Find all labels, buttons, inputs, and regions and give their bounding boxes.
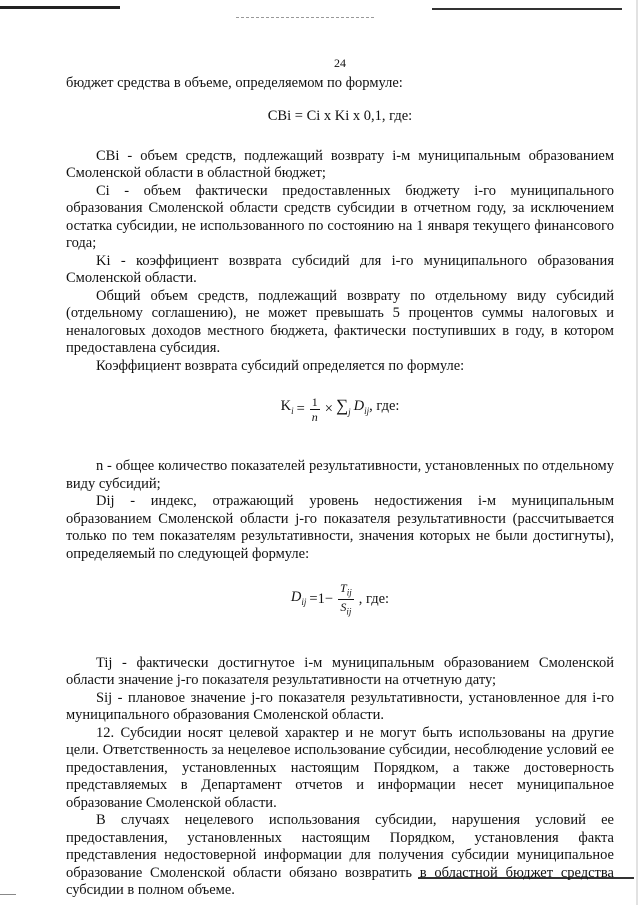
formula-dij	[66, 581, 614, 619]
formula-dij-fraction	[338, 581, 354, 619]
formula-ki-term-sub: ij	[364, 406, 370, 417]
intro-paragraph: бюджет средства в объеме, определяемом по формуле:	[66, 74, 403, 91]
scan-artifact-dashed-line	[236, 17, 374, 19]
formula-ki-sum-sub: j	[348, 407, 351, 418]
definition-sij: Sij - плановое значение j-го показателя результативности, установленное для i-го муниципального образования Смоленской области.	[66, 689, 614, 724]
definition-ci: Ci - объем фактически предоставленных бюджету i-го муниципального образования Смоленской области средств субсидии в отчетном году, за исключением остатка субсидии, не использованного по состоянию на 1 января текущего финансового года;	[66, 182, 614, 251]
formula-dij-numerator: T	[340, 581, 347, 595]
formula-ki-tail: , где:	[369, 398, 400, 415]
definition-n: n - общее количество показателей результативности, установленных по отдельному виду субсидий;	[66, 458, 614, 492]
formula-dij-denominator-sub: ij	[346, 606, 352, 617]
definition-cvi: СВi - объем средств, подлежащий возврату i-м муниципальным образованием Смоленской области в областной бюджет;	[66, 147, 614, 181]
formula-ki-numerator: 1	[311, 395, 318, 409]
formula-ki-term: D	[353, 398, 365, 415]
formula-cvi: СВi = Ci х Ki х 0,1, где:	[267, 108, 413, 124]
formula-ki-sum: ∑	[335, 396, 349, 416]
scan-artifact-corner-line	[432, 8, 622, 10]
formula-ki-times: ×	[324, 400, 333, 417]
scan-artifact-right-edge	[636, 0, 638, 905]
paragraph-coefficient: Коэффициент возврата субсидий определяется по формуле:	[96, 357, 465, 374]
formula-dij-denominator: S	[340, 600, 347, 615]
document-page	[66, 55, 614, 900]
formula-ki-fraction	[310, 395, 320, 424]
definition-tij: Tij - фактически достигнутое i-м муниципальным образованием Смоленской области значение j-го показателя результативности на отчетную дату;	[66, 654, 614, 689]
formula-dij-lhs-sub: ij	[301, 596, 307, 607]
definition-ki: Ki - коэффициент возврата субсидий для i-го муниципального образования Смоленской области.	[66, 252, 614, 286]
formula-ki-eq: =	[296, 400, 305, 417]
page-number: 24	[334, 56, 346, 70]
formula-dij-numerator-sub: ij	[346, 587, 352, 598]
definition-dij: Dij - индекс, отражающий уровень недостижения i-м муниципальным образованием Смоленской области j-го показателя результативности (рассчитывается только по тем показателям результативности, значения которых не были достигнуты), определяемый по следующей формуле:	[66, 493, 614, 562]
formula-ki	[66, 395, 614, 424]
scan-artifact-bottom-left	[0, 894, 16, 895]
formula-dij-eq: =1−	[309, 591, 334, 608]
formula-dij-lhs: D	[290, 588, 302, 605]
paragraph-12: 12. Субсидии носят целевой характер и не могут быть использованы на другие цели. Ответственность за нецелевое использование субсидии, несоблюдение условий ее предоставления, установленных настоящим Порядком, а также достоверность представляемых в Департамент отчетов и информации несет муниципальное образование Смоленской области.	[66, 724, 614, 811]
scan-artifact-top-line	[0, 6, 120, 9]
paragraph-total-volume: Общий объем средств, подлежащий возврату по отдельному виду субсидий (отдельному соглашению), не может превышать 5 процентов суммы налоговых и неналоговых доходов местного бюджета, фактически поступивших в году, в котором предоставлена субсидия.	[66, 287, 614, 356]
formula-ki-lhs-sub: i	[291, 406, 294, 417]
formula-ki-denominator: n	[311, 410, 318, 424]
formula-dij-tail: , где:	[358, 591, 390, 608]
paragraph-misuse-cases: В случаях нецелевого использования субсидии, нарушения условий ее предоставления, установленных настоящим Порядком, установления факта представления недостоверной информации для получения субсидии муниципальное образование Смоленской области обязано возвратить в областной бюджет средства субсидии в полном объеме.	[66, 812, 614, 899]
formula-ki-lhs: K	[280, 398, 292, 415]
